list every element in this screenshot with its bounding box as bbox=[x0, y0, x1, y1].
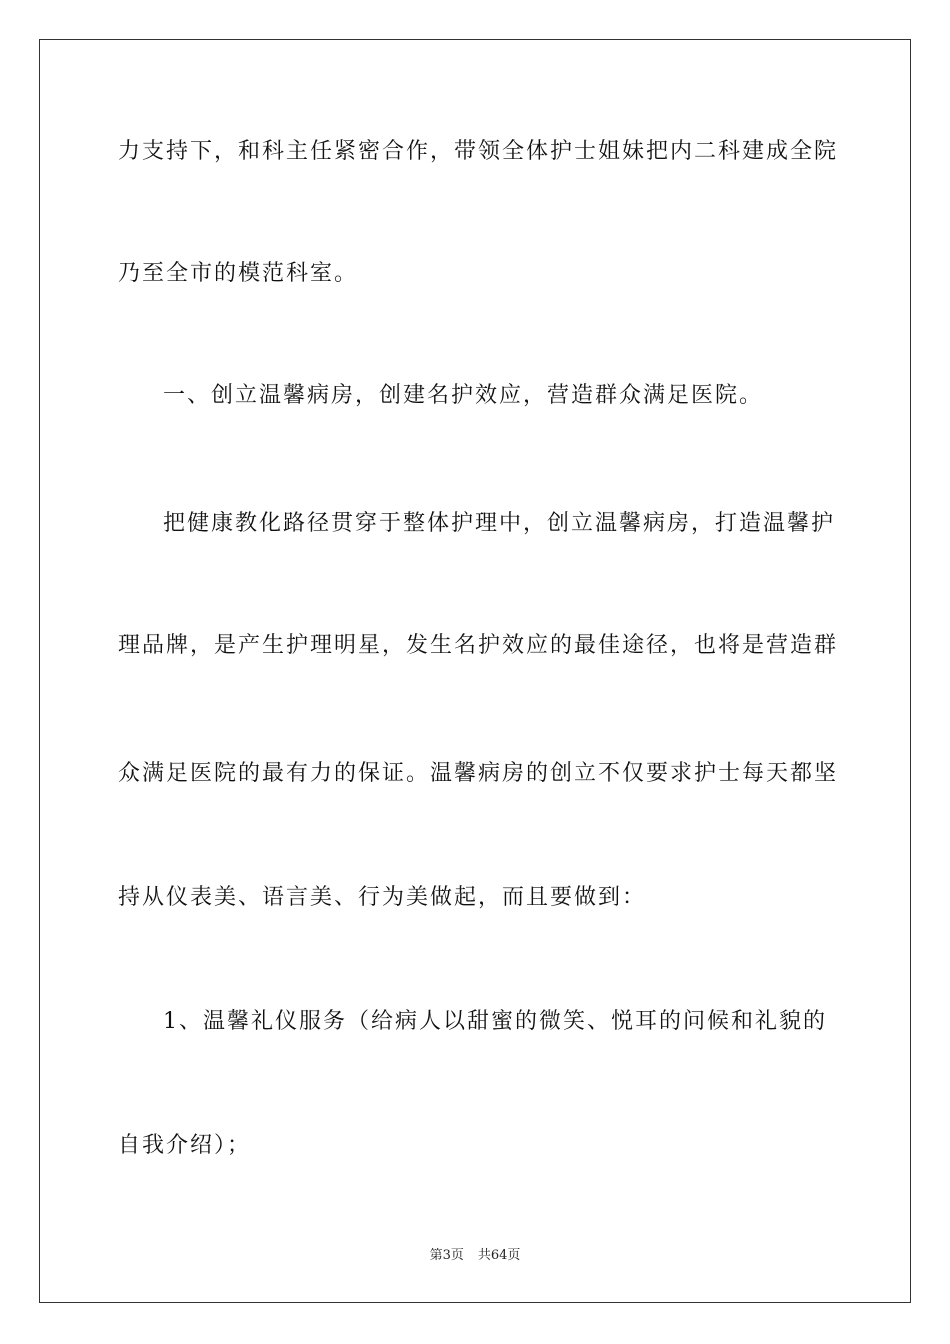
page-border bbox=[39, 39, 911, 1303]
section-heading: 一、创立温馨病房，创建名护效应，营造群众满足医院。 bbox=[163, 383, 764, 408]
page-number: 第3页 bbox=[429, 1248, 464, 1263]
list-item-first-line: 1、温馨礼仪服务（给病人以甜蜜的微笑、悦耳的问候和礼貌的 bbox=[163, 1009, 827, 1034]
body-line: 理品牌，是产生护理明星，发生名护效应的最佳途径，也将是营造群 bbox=[118, 633, 839, 658]
body-line: 力支持下，和科主任紧密合作，带领全体护士姐妹把内二科建成全院 bbox=[118, 139, 839, 164]
body-line: 众满足医院的最有力的保证。温馨病房的创立不仅要求护士每天都坚 bbox=[118, 761, 839, 786]
body-line: 自我介绍）； bbox=[118, 1133, 252, 1158]
body-line: 持从仪表美、语言美、行为美做起，而且要做到： bbox=[118, 885, 647, 910]
page-total: 共64页 bbox=[477, 1248, 521, 1263]
page-footer bbox=[0, 1247, 950, 1265]
body-line: 乃至全市的模范科室。 bbox=[118, 261, 359, 286]
paragraph-first-line: 把健康教化路径贯穿于整体护理中，创立温馨病房，打造温馨护 bbox=[163, 511, 836, 536]
